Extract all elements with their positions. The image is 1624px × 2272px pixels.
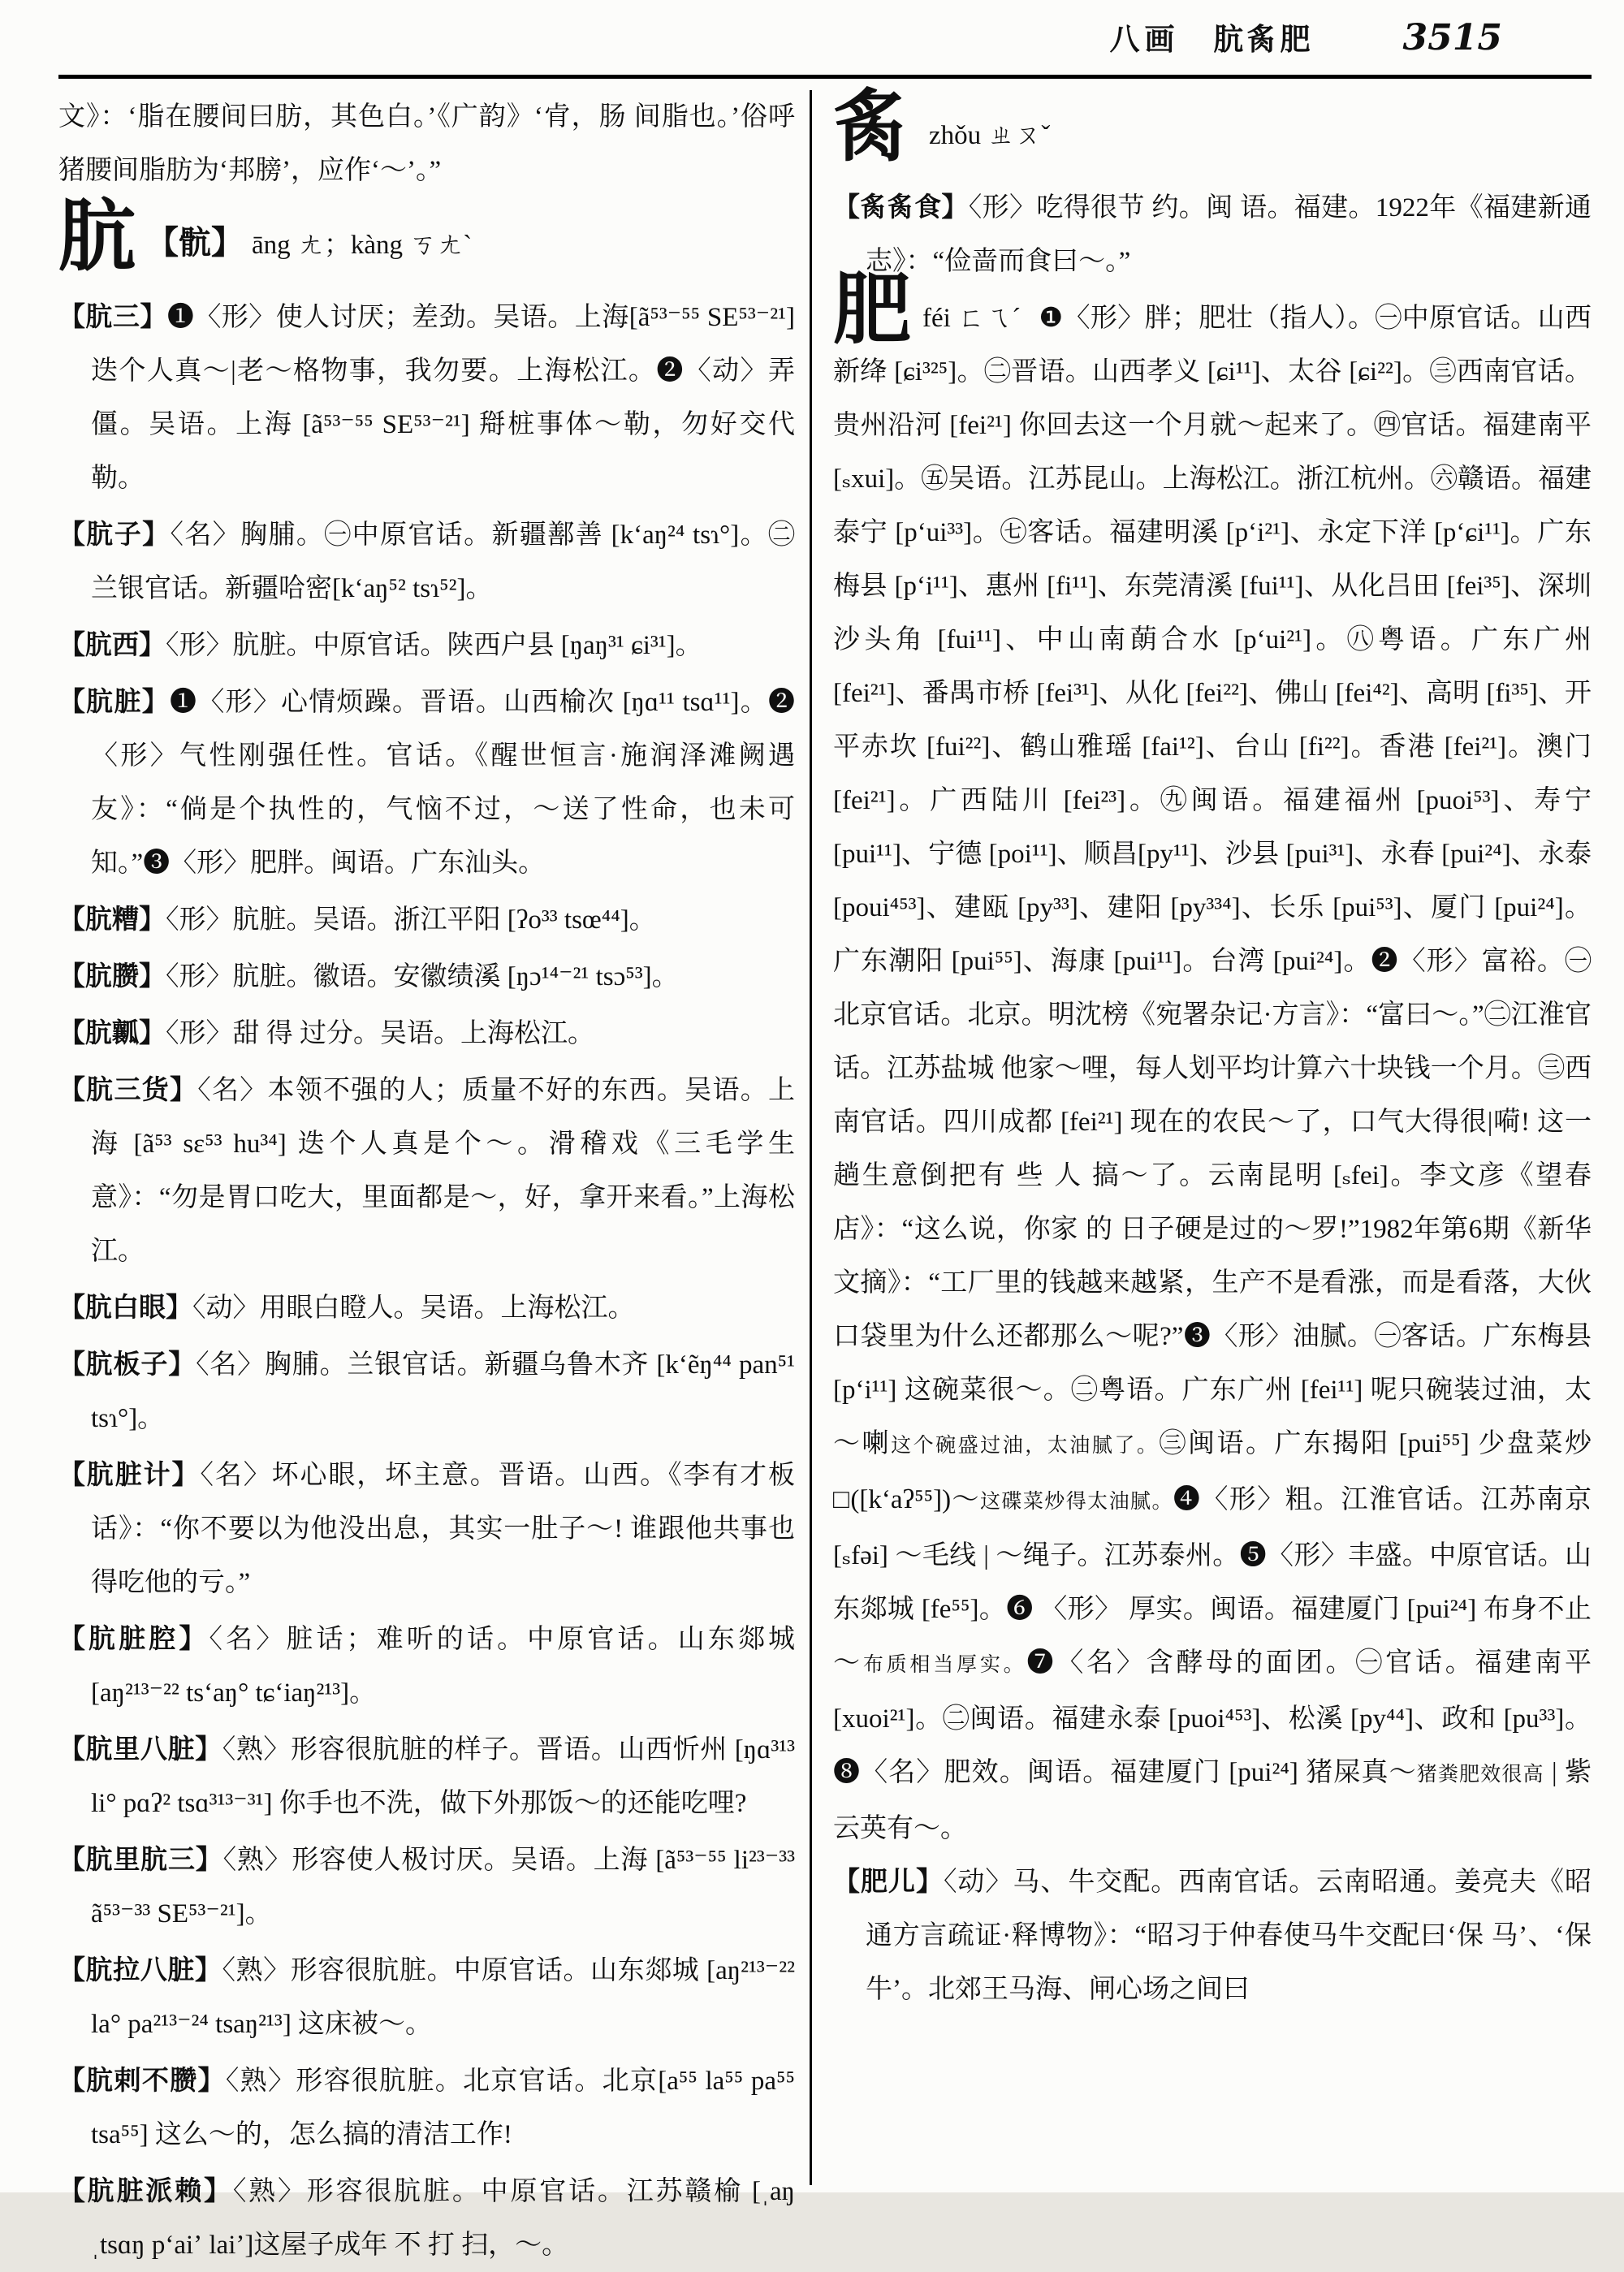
headword-zhou-reading: zhǒu ㄓㄡˇ bbox=[929, 121, 1051, 150]
ang-entry-14-seg-0: 〈熟〉形容很肮脏。中原官话。山东郯城 [aŋ²¹³⁻²² la° pa²¹³⁻²⁴ tsaŋ²¹³] 这床被～。 bbox=[91, 1956, 796, 2039]
ang-entry-12-seg-0: 〈熟〉形容很肮脏的样子。晋语。山西忻州 [ŋɑ³¹³ li° pɑʔ² tsɑ³¹³⁻³¹] 你手也不洗，做下外那饭～的还能吃哩? bbox=[91, 1735, 796, 1818]
two-column-body bbox=[58, 84, 1592, 2260]
ang-entry-14 bbox=[58, 1944, 795, 2051]
ang-entry-1-seg-0: 〈名〉胸脯。㊀中原官话。新疆鄯善 [kʻaŋ²⁴ tsɿ°]。㊁兰银官话。新疆哈密[kʻaŋ⁵² tsɿ⁵²]。 bbox=[91, 520, 795, 603]
headword-ang-variant: 【骯】 bbox=[146, 224, 244, 261]
ang-entry-2 bbox=[58, 619, 795, 672]
headword-ang: 肮 【骯】 āng ㄤ；kàng ㄎㄤˋ bbox=[58, 193, 473, 280]
ang-entry-15-headword: 【肮剌不臜】 bbox=[58, 2067, 226, 2096]
ang-entry-5 bbox=[58, 950, 795, 1004]
ang-entry-16-headword: 【肮脏派赖】 bbox=[58, 2177, 233, 2206]
ang-entry-2-headword: 【肮西】 bbox=[58, 631, 166, 660]
ang-entry-16-seg-0: 〈熟〉形容很肮脏。中原官话。江苏赣榆 [ˌaŋ ˌtsɑŋ pʻaiʼ laiʼ]这屋子成年 不 打 扫，～。 bbox=[91, 2177, 795, 2260]
ang-entry-7-seg-0: 〈名〉本领不强的人；质量不好的东西。吴语。上海 [ã⁵³ sɛ⁵³ hu³⁴] 迭个人真是个～。滑稽戏《三毛学生意》：“勿是胃口吃大，里面都是～，好，拿开来看。”上海松江。 bbox=[91, 1076, 795, 1266]
fei-body-seg-8: | 紫云英有～。 bbox=[833, 1758, 1592, 1843]
zhou-entry-0-headword: 【䏑䏑食】 bbox=[833, 193, 969, 222]
ang-entry-10 bbox=[58, 1449, 795, 1609]
fei-body-seg-0: ❶〈形〉胖；肥壮（指人）。㊀中原官话。山西新绛 [ɕi³²⁵]。㊁晋语。山西孝义 [ɕi¹¹]、太谷 [ɕi²²]。㊂西南官话。贵州沿河 [fei²¹] 你回去这一个月就～起来了。㊃官话。福建南平 [ₛxui]。㊄吴语。江苏昆山。上海松江。浙江杭州。㊅赣语。福建泰宁 [pʻui³³]。㊆客话。福建明溪 [pʻi²¹]、永定下洋 [pʻɕi¹¹]。广东梅县 [pʻi¹¹]、惠州 [fi¹¹]、东莞清溪 [fui¹¹]、从化吕田 [fei³⁵]、深圳沙头角 [fui¹¹]、中山南蓢合水 [pʻui²¹]。㊇粤语。广东广州 [fei²¹]、番禺市桥 [fei³¹]、从化 [fei²²]、佛山 [fei⁴²]、高明 [fi³⁵]、开平赤坎 [fui²²]、鹤山雅瑶 [fai¹²]、台山 [fi²²]。香港 [fei²¹]。澳门 [fei²¹]。广西陆川 [fei²³]。㊈闽语。福建福州 [puoi⁵³]、寿宁[pui¹¹]、宁德 [poi¹¹]、顺昌[py¹¹]、沙县 [pui³¹]、永春 [pui²⁴]、永泰 [poui⁴⁵³]、建瓯 [py³³]、建阳 [py³³⁴]、长乐 [pui⁵³]、厦门 [pui²⁴]。广东潮阳 [pui⁵⁵]、海康 [pui¹¹]。台湾 [pui²⁴]。❷〈形〉富裕。㊀北京官话。北京。明沈榜《宛署杂记·方言》：“富曰～。”㊁江淮官话。江苏盐城 他家～哩，每人划平均计算六十块钱一个月。㊂西南官话。四川成都 [fei²¹] 现在的农民～了，口气大得很|嗬! 这一趟生意倒把有 些 人 搞～了。云南昆明 [ₛfei]。李文彦《望春店》：“这么说，你家 的 日子硬是过的～罗!”1982年第6期《新华文摘》：“工厂里的钱越来越紧，生产不是看涨，而是看落，大伙口袋里为什么还都那么～呢?”❸〈形〉油腻。㊀客话。广东梅县 [pʻi¹¹] 这碗菜很～。㊁粤语。广东广州 [fei¹¹] 呢只碗装过油，太～喇 bbox=[833, 304, 1592, 1458]
ang-entry-8-seg-0: 〈动〉用眼白瞪人。吴语。上海松江。 bbox=[192, 1294, 635, 1323]
ang-entry-6 bbox=[58, 1007, 795, 1060]
fei-body-seg-3: 这碟菜炒得太油腻。 bbox=[980, 1491, 1173, 1513]
ang-entry-9-headword: 【肮板子】 bbox=[58, 1350, 197, 1380]
ang-entry-13-headword: 【肮里肮三】 bbox=[58, 1846, 223, 1875]
header-rule bbox=[58, 75, 1592, 79]
zhou-entry-0-seg-0: 〈形〉吃得很节 约。闽 语。福建。1922年《福建新通志》：“俭啬而食曰～。” bbox=[866, 193, 1592, 276]
ang-entry-5-seg-0: 〈形〉肮脏。徽语。安徽绩溪 [ŋɔ¹⁴⁻²¹ tsɔ⁵³]。 bbox=[166, 962, 679, 991]
fei-entry-0 bbox=[833, 1855, 1592, 2016]
fei-body-seg-5: 布质相当厚实。 bbox=[862, 1654, 1027, 1676]
headword-zhou: 䏑zhǒu ㄓㄡˇ bbox=[833, 84, 1051, 171]
ang-entry-0-seg-0: ❶〈形〉使人讨厌；差劲。吴语。上海[ã⁵³⁻⁵⁵ SE⁵³⁻²¹] 迭个人真～|老～格物事，我勿要。上海松江。❷〈动〉弄僵。吴语。上海 [ã⁵³⁻⁵⁵ SE⁵³⁻²¹] 搿桩事体～勒，勿好交代勒。 bbox=[91, 303, 795, 493]
fei-definition-body bbox=[833, 304, 1592, 1843]
ang-entry-14-headword: 【肮拉八脏】 bbox=[58, 1956, 222, 1985]
running-head bbox=[58, 15, 1592, 67]
fei-body-seg-6: ❼〈名〉含酵母的面团。㊀官话。福建南平[xuoi²¹]。㊁闽语。福建永泰 [puoi⁴⁵³]、松溪 [py⁴⁴]、政和 [pu³³]。❽〈名〉肥效。闽语。福建厦门 [pui²⁴] 猪屎真～ bbox=[833, 1648, 1592, 1787]
ang-entry-6-headword: 【肮瓤】 bbox=[58, 1019, 166, 1048]
ang-entry-8-headword: 【肮白眼】 bbox=[58, 1294, 192, 1323]
left-column bbox=[58, 90, 810, 2260]
ang-entry-5-headword: 【肮臜】 bbox=[58, 962, 166, 991]
ang-entry-15 bbox=[58, 2054, 795, 2162]
ang-entry-10-headword: 【肮脏计】 bbox=[58, 1461, 201, 1490]
ang-entry-8 bbox=[58, 1281, 795, 1335]
stroke-section-label: 八画 bbox=[1109, 24, 1180, 57]
ang-entry-7-headword: 【肮三货】 bbox=[58, 1076, 198, 1105]
ang-entry-4-seg-0: 〈形〉肮脏。吴语。浙江平阳 [ʔo³³ tsœ⁴⁴]。 bbox=[166, 905, 656, 935]
ang-entry-6-seg-0: 〈形〉甜 得 过分。吴语。上海松江。 bbox=[166, 1019, 594, 1048]
ang-entry-3-headword: 【肮脏】 bbox=[58, 688, 171, 717]
fei-body-seg-4: ❹〈形〉粗。江淮官话。江苏南京[ₛfəi] ～毛线 | ～绳子。江苏泰州。❺〈形〉丰盛。中原官话。山东郯城 [fe⁵⁵]。❻ 〈形〉 厚实。闽语。福建厦门 [pui²⁴] 布身不止～ bbox=[833, 1485, 1592, 1678]
ang-entry-12 bbox=[58, 1723, 795, 1830]
right-column bbox=[812, 84, 1592, 2185]
zhou-entry-0 bbox=[833, 181, 1592, 288]
ang-entry-0-headword: 【肮三】 bbox=[58, 303, 167, 332]
ang-entry-0 bbox=[58, 291, 795, 505]
ang-entry-13 bbox=[58, 1834, 795, 1941]
fei-entry-0-headword: 【肥儿】 bbox=[833, 1868, 944, 1897]
fei-body-seg-1: 这个碗盛过油，太油腻了。 bbox=[891, 1435, 1160, 1457]
ang-entry-4-headword: 【肮糟】 bbox=[58, 905, 166, 935]
ang-entry-15-seg-0: 〈熟〉形容很肮脏。北京官话。北京[a⁵⁵ la⁵⁵ pa⁵⁵ tsa⁵⁵] 这么～的，怎么搞的清洁工作! bbox=[91, 2067, 795, 2149]
fei-entry-list bbox=[833, 1855, 1592, 2016]
ang-entry-4 bbox=[58, 893, 795, 947]
ang-entry-3-seg-0: ❶〈形〉心情烦躁。晋语。山西榆次 [ŋɑ¹¹ tsɑ¹¹]。❷〈形〉气性刚强任性。官话。《醒世恒言·施润泽滩阙遇友》：“倘是个执性的，气恼不过，～送了性命，也未可知。”❸〈形〉肥胖。闽语。广东汕头。 bbox=[91, 688, 795, 878]
ang-entry-16 bbox=[58, 2165, 795, 2272]
headword-ang-reading: āng ㄤ；kàng ㄎㄤˋ bbox=[252, 231, 473, 260]
zhou-entry-list bbox=[833, 181, 1592, 288]
page-number: 3515 bbox=[1402, 17, 1502, 58]
ang-entry-10-seg-0: 〈名〉坏心眼，坏主意。晋语。山西。《李有才板话》：“你不要以为他没出息，其实一肚子～! 谁跟他共事也得吃他的亏。” bbox=[91, 1461, 796, 1597]
ang-entry-1 bbox=[58, 508, 795, 616]
carryover-text: 文》：‘脂在腰间曰肪，其色白。’《广韵》‘肻，肠 间脂也。’俗呼猪腰间脂肪为‘邦膀’，应作‘～’。” bbox=[58, 102, 795, 185]
head-characters: 肮䏑肥 bbox=[1213, 24, 1314, 57]
ang-entry-11 bbox=[58, 1613, 795, 1720]
ang-entry-11-headword: 【肮脏腔】 bbox=[58, 1625, 209, 1654]
ang-entry-2-seg-0: 〈形〉肮脏。中原官话。陕西户县 [ŋaŋ³¹ ɕi³¹]。 bbox=[166, 631, 702, 660]
ang-entry-13-seg-0: 〈熟〉形容使人极讨厌。吴语。上海 [ã⁵³⁻⁵⁵ li²³⁻³³ ã⁵³⁻³³ SE⁵³⁻²¹]。 bbox=[91, 1846, 796, 1929]
ang-entry-9-seg-0: 〈名〉胸脯。兰银官话。新疆乌鲁木齐 [kʻẽŋ⁴⁴ pan⁵¹ tsɿ°]。 bbox=[91, 1350, 795, 1433]
fei-body-seg-7: 猪粪肥效很高 bbox=[1416, 1764, 1544, 1786]
headword-fei-reading: féi ㄈㄟˊ bbox=[922, 304, 1021, 333]
ang-entry-list bbox=[58, 291, 795, 2272]
ang-entry-11-seg-0: 〈名〉脏话；难听的话。中原官话。山东郯城 [aŋ²¹³⁻²² tsʻaŋ° tɕʻiaŋ²¹³]。 bbox=[91, 1625, 796, 1708]
ang-entry-9 bbox=[58, 1338, 795, 1445]
ang-entry-7 bbox=[58, 1064, 795, 1278]
ang-entry-3 bbox=[58, 676, 795, 890]
ang-entry-1-headword: 【肮子】 bbox=[58, 520, 171, 550]
headword-fei-block: 肥féi ㄈㄟˊ ❶〈形〉胖；肥壮（指人）。㊀中原官话。山西新绛 [ɕi³²⁵]。㊁晋语。山西孝义 [ɕi¹¹]、太谷 [ɕi²²]。㊂西南官话。贵州沿河 [fei²¹] 你回去这一个月就～起来了。㊃官话。福建南平 [ₛxui]。㊄吴语。江苏昆山。上海松江。浙江杭州。㊅赣语。福建泰宁 [pʻui³³]。㊆客话。福建明溪 [pʻi²¹]、永定下洋 [pʻɕi¹¹]。广东梅县 [pʻi¹¹]、惠州 [fi¹¹]、东莞清溪 [fui¹¹]、从化吕田 [fei³⁵]、深圳沙头角 [fui¹¹]、中山南蓢合水 [pʻui²¹]。㊇粤语。广东广州 [fei²¹]、番禺市桥 [fei³¹]、从化 [fei²²]、佛山 [fei⁴²]、高明 [fi³⁵]、开平赤坎 [fui²²]、鹤山雅瑶 [fai¹²]、台山 [fi²²]。香港 [fei²¹]。澳门 [fei²¹]。广西陆川 [fei²³]。㊈闽语。福建福州 [puoi⁵³]、寿宁[pui¹¹]、宁德 [poi¹¹]、顺昌[py¹¹]、沙县 [pui³¹]、永春 [pui²⁴]、永泰 [poui⁴⁵³]、建瓯 [py³³]、建阳 [py³³⁴]、长乐 [pui⁵³]、厦门 [pui²⁴]。广东潮阳 [pui⁵⁵]、海康 [pui¹¹]。台湾 [pui²⁴]。❷〈形〉富裕。㊀北京官话。北京。明沈榜《宛署杂记·方言》：“富曰～。”㊁江淮官话。江苏盐城 他家～哩，每人划平均计算六十块钱一个月。㊂西南官话。四川成都 [fei²¹] 现在的农民～了，口气大得很|嗬! 这一趟生意倒把有 些 人 搞～了。云南昆明 [ₛfei]。李文彦《望春店》：“这么说，你家 的 日子硬是过的～罗!”1982年第6期《新华文摘》：“工厂里的钱越来越紧，生产不是看涨，而是看落，大伙口袋里为什么还都那么～呢?”❸〈形〉油腻。㊀客话。广东梅县 [pʻi¹¹] 这碗菜很～。㊁粤语。广东广州 [fei¹¹] 呢只碗装过油，太～喇这个碗盛过油，太油腻了。㊂闽语。广东揭阳 [pui⁵⁵] 少盘菜炒□([kʻaʔ⁵⁵])～这碟菜炒得太油腻。❹〈形〉粗。江淮官话。江苏南京[ₛfəi] ～毛线 | ～绳子。江苏泰州。❺〈形〉丰盛。中原官话。山东郯城 [fe⁵⁵]。❻ 〈形〉 厚实。闽语。福建厦门 [pui²⁴] 布身不止～布质相当厚实。❼〈名〉含酵母的面团。㊀官话。福建南平[xuoi²¹]。㊁闽语。福建永泰 [puoi⁴⁵³]、松溪 [py⁴⁴]、政和 [pu³³]。❽〈名〉肥效。闽语。福建厦门 [pui²⁴] 猪屎真～猪粪肥效很高 | 紫云英有～。 bbox=[833, 266, 1592, 1843]
fei-body-seg-2: ㊂闽语。广东揭阳 [pui⁵⁵] 少盘菜炒□([kʻaʔ⁵⁵])～ bbox=[833, 1429, 1592, 1514]
fei-entry-0-seg-0: 〈动〉马、牛交配。西南官话。云南昭通。姜亮夫《昭通方言疏证·释博物》：“昭习于仲春使马牛交配曰‘保 马’、‘保 牛’。北郊王马海、闸心场之间曰 bbox=[866, 1868, 1592, 2004]
ang-entry-12-headword: 【肮里八脏】 bbox=[58, 1735, 222, 1764]
